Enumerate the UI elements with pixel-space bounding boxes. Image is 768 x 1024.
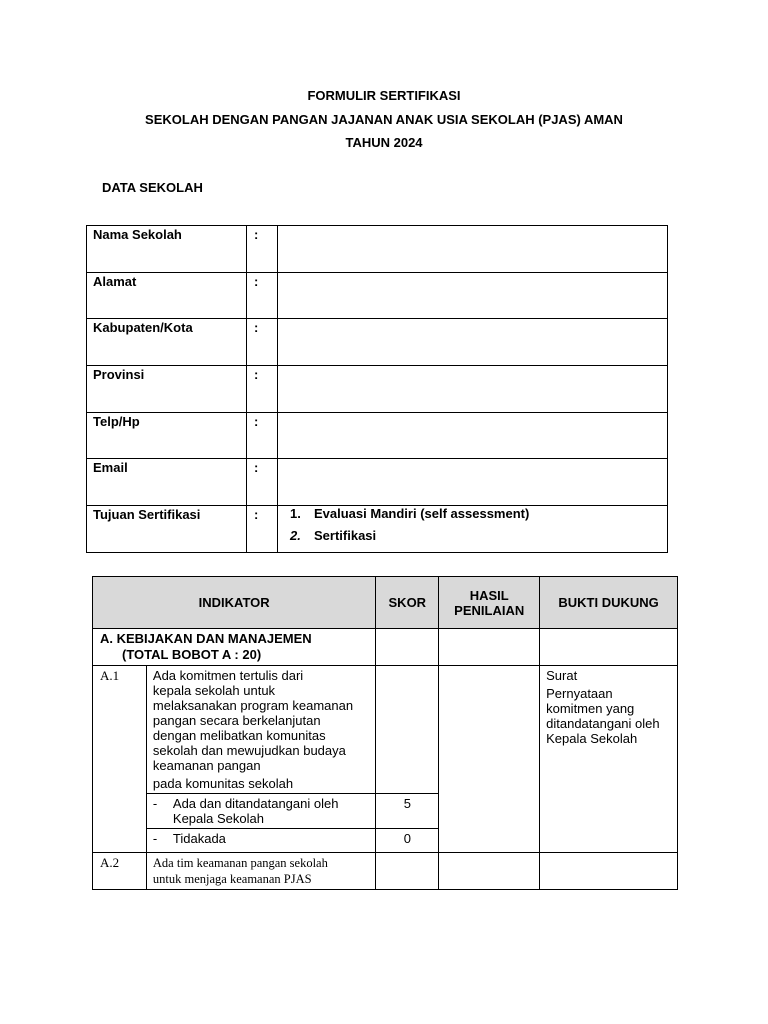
- table-row: [87, 366, 668, 413]
- option-number: 2.: [290, 528, 301, 544]
- header-score: SKOR: [376, 577, 439, 629]
- score-cell[interactable]: [376, 853, 439, 890]
- colon: :: [247, 459, 278, 506]
- table-row: [87, 272, 668, 319]
- purpose-option-sertifikasi[interactable]: [278, 528, 667, 550]
- colon: :: [247, 506, 278, 553]
- section-heading: DATA SEKOLAH: [102, 180, 203, 195]
- row-label: Provinsi: [87, 366, 247, 413]
- row-label: Alamat: [87, 272, 247, 319]
- section-a-evidence: [540, 629, 678, 666]
- result-cell[interactable]: [439, 666, 540, 853]
- colon: :: [247, 272, 278, 319]
- purpose-option-evaluasi[interactable]: [278, 506, 667, 528]
- score-cell: [376, 666, 439, 794]
- value-field-email[interactable]: [278, 459, 668, 506]
- desc-line: sekolah dan mewujudkan budaya: [152, 743, 346, 758]
- evidence-cell: [540, 853, 678, 890]
- table-row: [87, 412, 668, 459]
- desc-line: kepala sekolah untuk: [152, 683, 276, 698]
- desc-line: keamanan pangan: [152, 758, 261, 773]
- section-a-title: [93, 629, 376, 666]
- colon: :: [247, 366, 278, 413]
- value-field-alamat[interactable]: [278, 272, 668, 319]
- header-evidence: BUKTI DUKUNG: [540, 577, 678, 629]
- row-label: Nama Sekolah: [87, 226, 247, 273]
- header-row: [93, 577, 678, 629]
- section-a-result[interactable]: [439, 629, 540, 666]
- indicator-table: [92, 576, 678, 890]
- evidence-line2: Pernyataan komitmen yang ditandatangani oleh Kepala Sekolah: [546, 686, 660, 746]
- section-a-row: [93, 629, 678, 666]
- desc-line: Ada tim keamanan pangan sekolah: [152, 856, 328, 870]
- table-row: [87, 319, 668, 366]
- option-text: Ada dan ditandatangani oleh: [172, 796, 339, 811]
- section-a-score[interactable]: [376, 629, 439, 666]
- header-result: [439, 577, 540, 629]
- indicator-code: A.1: [93, 666, 147, 853]
- table-row: [93, 666, 678, 794]
- section-a-line1: A. KEBIJAKAN DAN MANAJEMEN: [100, 631, 312, 646]
- title-line-3: TAHUN 2024: [345, 135, 423, 150]
- school-data-table: [86, 225, 668, 553]
- option-item: [146, 794, 375, 829]
- indicator-description: [146, 853, 375, 890]
- desc-line: dengan melibatkan komunitas: [152, 728, 326, 743]
- option-text-cont: Kepala Sekolah: [172, 811, 264, 826]
- header-result-line2: PENILAIAN: [454, 602, 525, 618]
- colon: :: [247, 319, 278, 366]
- option-text: Tidakada: [172, 831, 226, 846]
- header-result-line1: HASIL: [469, 587, 509, 603]
- option-item: [146, 829, 375, 853]
- desc-line: pada komunitas sekolah: [152, 776, 294, 791]
- value-field-kabupaten-kota[interactable]: [278, 319, 668, 366]
- option-text: Sertifikasi: [314, 528, 377, 544]
- evidence-cell: [540, 666, 678, 853]
- desc-line: untuk menjaga keamanan PJAS: [152, 872, 312, 886]
- row-label: Kabupaten/Kota: [87, 319, 247, 366]
- option-score: 5: [376, 794, 439, 829]
- option-dash: -: [152, 831, 158, 846]
- purpose-options: [278, 506, 668, 553]
- indicator-code: A.2: [93, 853, 147, 890]
- option-score: 0: [376, 829, 439, 853]
- option-dash: -: [152, 796, 158, 811]
- row-label: Email: [87, 459, 247, 506]
- option-number: 1.: [290, 506, 301, 522]
- title-line-1: FORMULIR SERTIFIKASI: [307, 88, 461, 103]
- evidence-line1: Surat: [546, 668, 578, 683]
- desc-line: melaksanakan program keamanan: [152, 698, 354, 713]
- result-cell[interactable]: [439, 853, 540, 890]
- value-field-nama-sekolah[interactable]: [278, 226, 668, 273]
- header-indicator: INDIKATOR: [93, 577, 376, 629]
- value-field-provinsi[interactable]: [278, 366, 668, 413]
- title-line-2: SEKOLAH DENGAN PANGAN JAJANAN ANAK USIA SEKOLAH (PJAS) AMAN: [145, 111, 623, 127]
- table-row: [93, 853, 678, 890]
- desc-line: Ada komitmen tertulis dari: [152, 668, 304, 683]
- table-row: [87, 226, 668, 273]
- table-row: [87, 506, 668, 553]
- value-field-telp-hp[interactable]: [278, 412, 668, 459]
- row-label: Telp/Hp: [87, 412, 247, 459]
- colon: :: [247, 412, 278, 459]
- form-title: [0, 87, 768, 158]
- desc-line: pangan secara berkelanjutan: [152, 713, 321, 728]
- row-label: Tujuan Sertifikasi: [87, 506, 247, 553]
- table-row: [87, 459, 668, 506]
- colon: :: [247, 226, 278, 273]
- option-text: Evaluasi Mandiri (self assessment): [314, 506, 530, 522]
- indicator-description: [146, 666, 375, 794]
- section-a-line2: (TOTAL BOBOT A : 20): [122, 647, 262, 662]
